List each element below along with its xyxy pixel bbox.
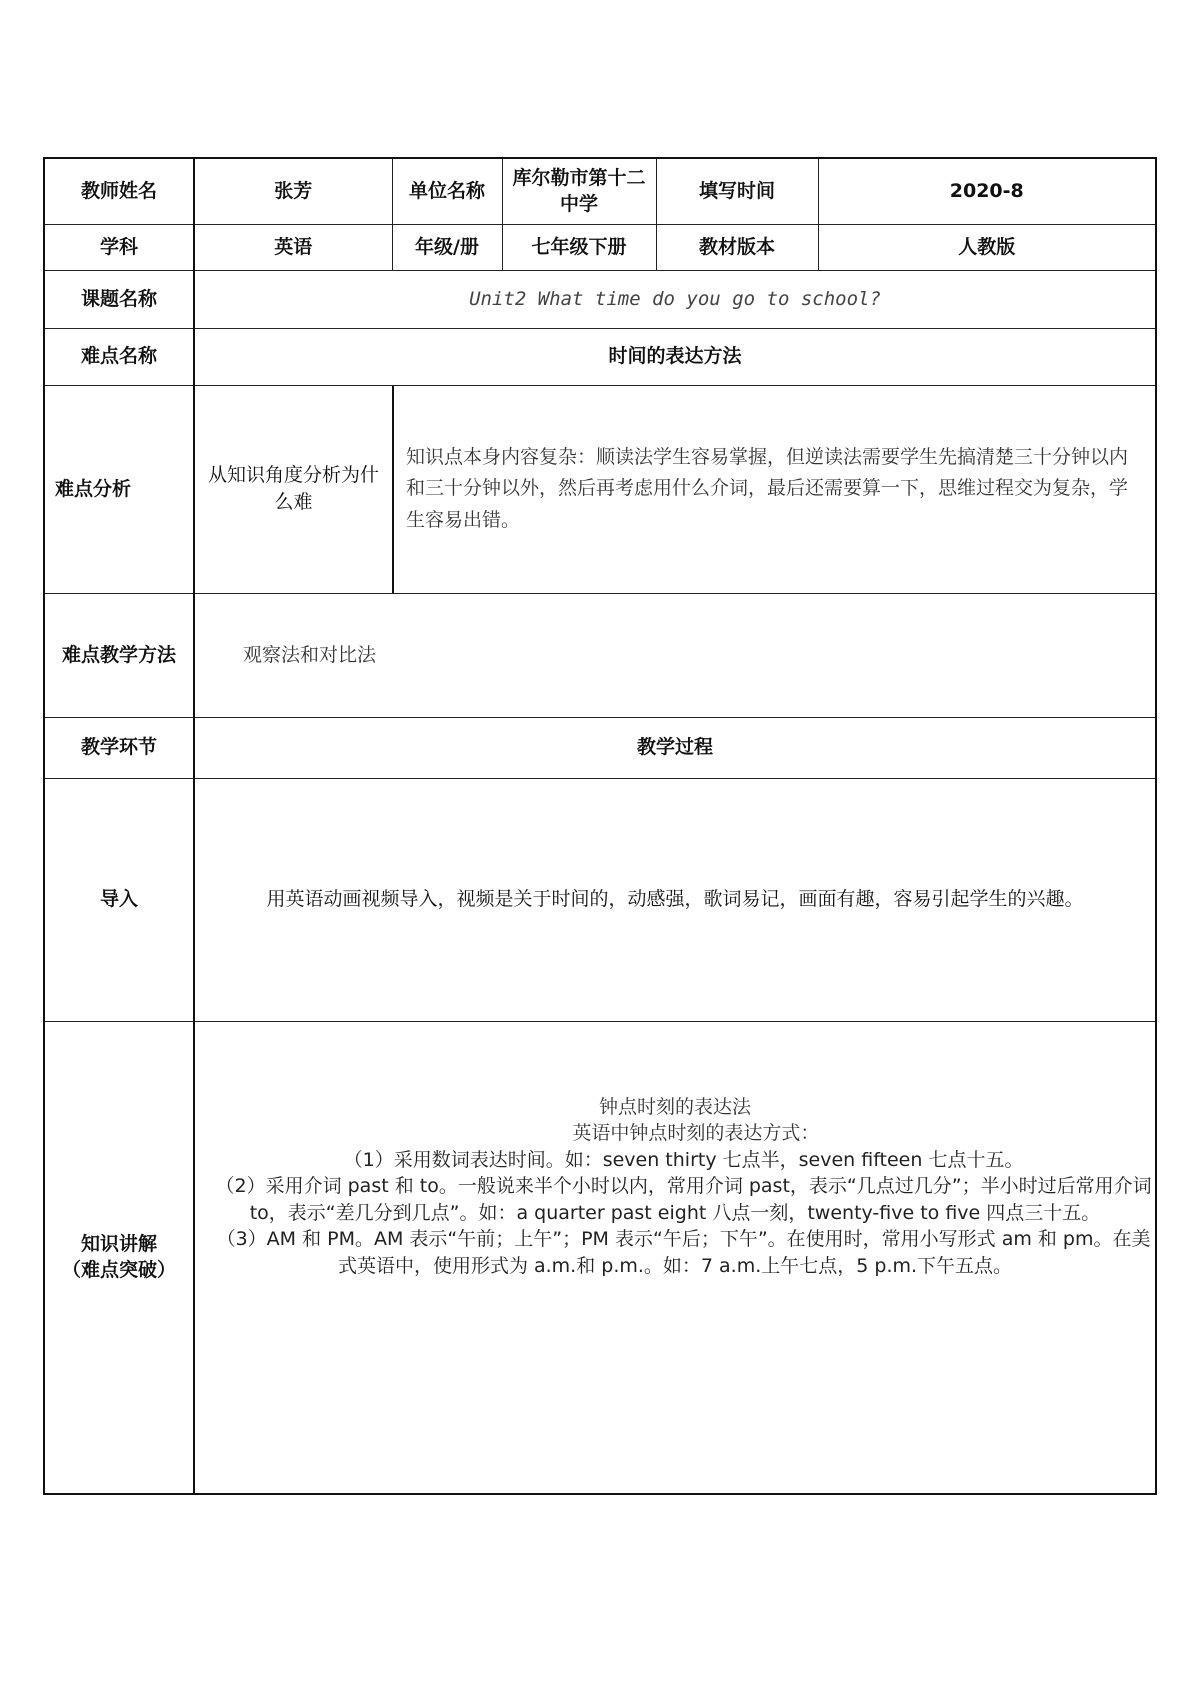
- analysis-row: [44, 385, 1156, 593]
- teacher-name-label: 教师姓名: [44, 158, 194, 224]
- subject-label: 学科: [44, 224, 194, 270]
- intro-content: 用英语动画视频导入，视频是关于时间的，动感强，歌词易记，画面有趣，容易引起学生的兴趣。: [194, 778, 1156, 1021]
- info-row-1: [44, 158, 1156, 224]
- subject-value: 英语: [194, 224, 392, 270]
- knowledge-content: [194, 1021, 1156, 1494]
- method-row: [44, 593, 1156, 717]
- knowledge-point-1: （1）采用数词表达时间。如：seven thirty 七点半，seven fifteen 七点十五。: [343, 1148, 1024, 1171]
- fill-time-value: 2020-8: [818, 158, 1156, 224]
- analysis-description: 知识点本身内容复杂：顺读法学生容易掌握，但逆读法需要学生先搞清楚三十分钟以内和三十分钟以外，然后再考虑用什么介词，最后还需要算一下，思维过程交为复杂，学生容易出错。: [406, 445, 1129, 531]
- process-header-row: [44, 717, 1156, 778]
- lesson-plan-sheet: [43, 157, 1155, 1495]
- unit-name-value: 库尔勒市第十二中学: [502, 158, 656, 224]
- knowledge-row: [44, 1021, 1156, 1494]
- knowledge-title: 钟点时刻的表达法: [598, 1095, 751, 1118]
- topic-row: [44, 270, 1156, 328]
- teacher-name-value: 张芳: [194, 158, 392, 224]
- lesson-plan-table: [43, 157, 1157, 1495]
- difficulty-value: 时间的表达方法: [194, 328, 1156, 385]
- process-title: 教学过程: [194, 717, 1156, 778]
- knowledge-label: [44, 1021, 194, 1494]
- topic-label: 课题名称: [44, 270, 194, 328]
- method-label: 难点教学方法: [44, 593, 194, 717]
- process-stage-label: 教学环节: [44, 717, 194, 778]
- info-row-2: [44, 224, 1156, 270]
- textbook-label: 教材版本: [656, 224, 818, 270]
- fill-time-label: 填写时间: [656, 158, 818, 224]
- intro-row: [44, 778, 1156, 1021]
- grade-value: 七年级下册: [502, 224, 656, 270]
- analysis-content: [194, 385, 1156, 593]
- analysis-label: 难点分析: [44, 385, 194, 593]
- unit-name-label: 单位名称: [392, 158, 502, 224]
- analysis-why-label: 从知识角度分析为什么难: [195, 386, 393, 593]
- analysis-subtable: [195, 386, 1155, 593]
- difficulty-label: 难点名称: [44, 328, 194, 385]
- knowledge-label-line1: 知识讲解: [80, 1232, 157, 1255]
- knowledge-subtitle: 英语中钟点时刻的表达方式：: [572, 1122, 820, 1145]
- topic-value: Unit2 What time do you go to school?: [194, 270, 1156, 328]
- method-value: 观察法和对比法: [194, 593, 1156, 717]
- knowledge-point-2: （2）采用介词 past 和 to。一般说来半个小时以内，常用介词 past，表示“几点过几分”；半小时过后常用介词 to，表示“差几分到几点”。如：a quarter past eight 八点一刻，twenty-five to five 四点三十五。: [215, 1175, 1152, 1224]
- intro-label: 导入: [44, 778, 194, 1021]
- difficulty-row: [44, 328, 1156, 385]
- grade-label: 年级/册: [392, 224, 502, 270]
- textbook-value: 人教版: [818, 224, 1156, 270]
- knowledge-label-line2: （难点突破）: [61, 1259, 176, 1282]
- knowledge-point-3: （3）AM 和 PM。AM 表示“午前；上午”；PM 表示“午后；下午”。在使用时，常用小写形式 am 和 pm。在美式英语中，使用形式为 a.m.和 p.m.。如：7 a.m.上午七点，5 p.m.下午五点。: [216, 1228, 1151, 1278]
